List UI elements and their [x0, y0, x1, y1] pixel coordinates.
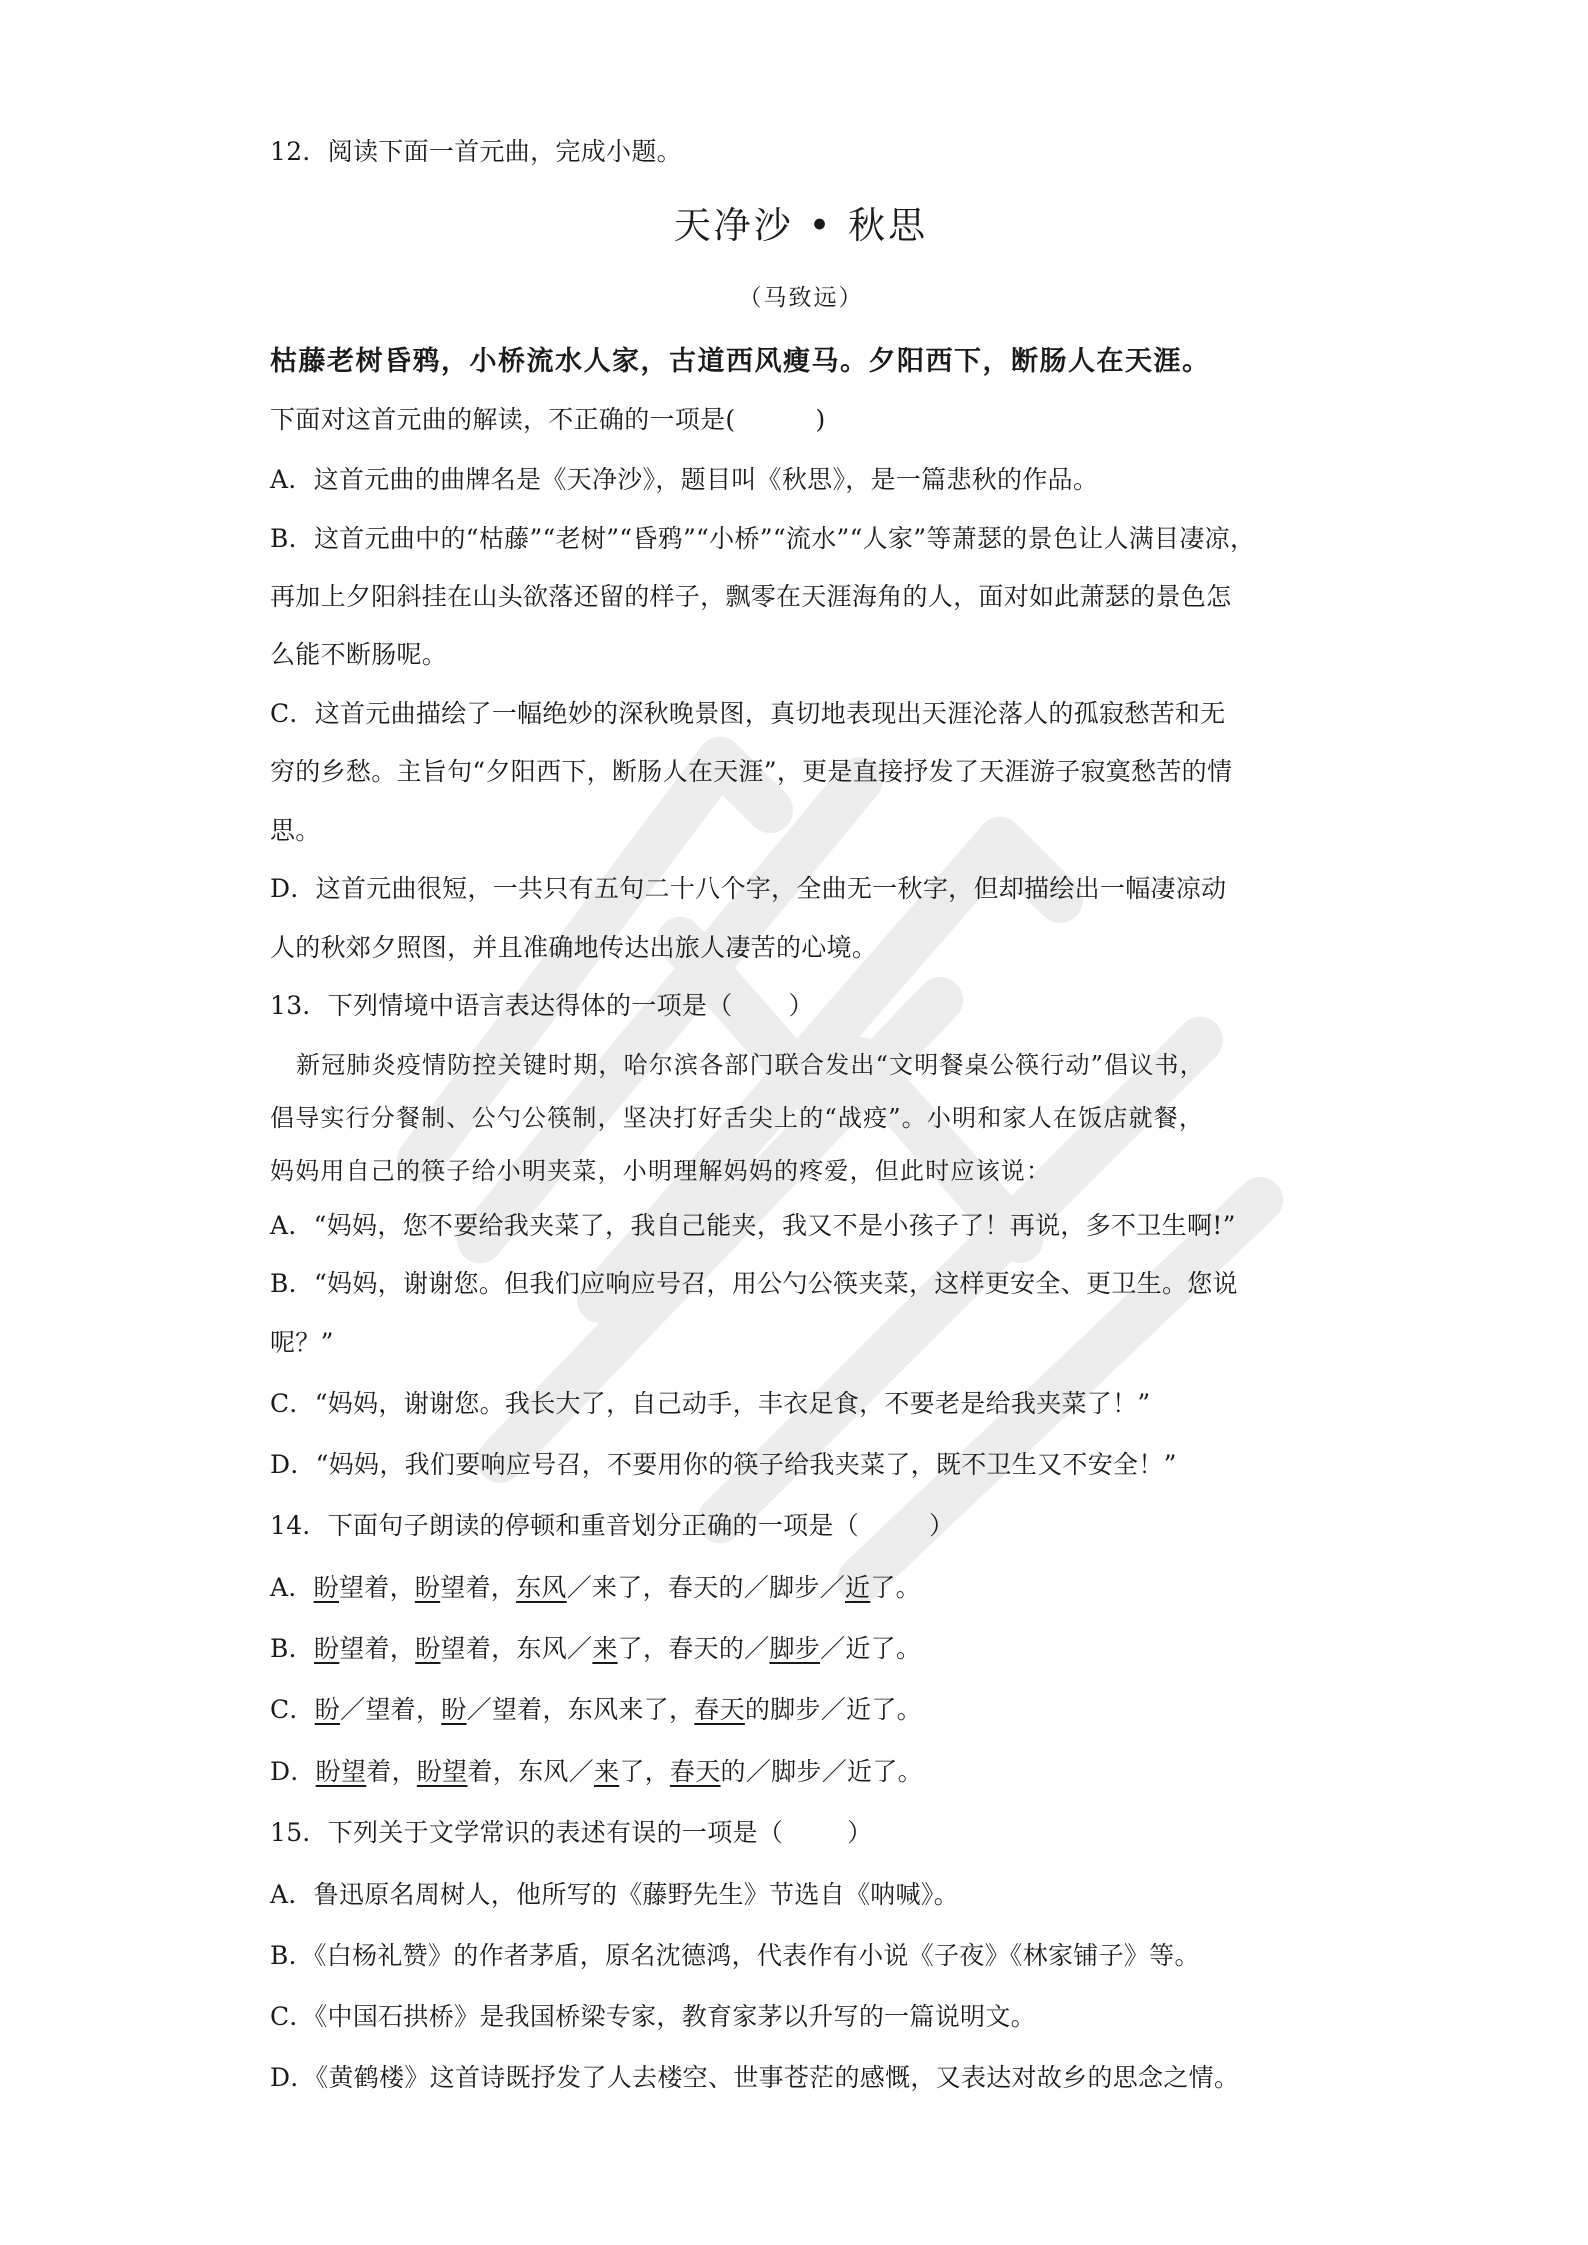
text-segment: D． — [270, 1757, 316, 1786]
stressed-segment: 盼望 — [315, 1757, 367, 1786]
q12-option-a: A．这首元曲的曲牌名是《天净沙》，题目叫《秋思》，是一篇悲秋的作品。 — [270, 465, 1099, 494]
q13-scenario-line3: 妈妈用自己的筷子给小明夹菜，小明理解妈妈的疼爱，但此时应该说： — [270, 1157, 1052, 1185]
text-segment: B． — [270, 1634, 314, 1663]
q15-option-a: A．鲁迅原名周树人，他所写的《藤野先生》节选自《呐喊》。 — [270, 1880, 959, 1909]
stressed-segment: 来 — [594, 1757, 620, 1786]
stressed-segment: 脚步 — [769, 1634, 821, 1663]
text-segment: ／望着，东风来了， — [466, 1695, 695, 1724]
q12-option-c-line3: 思。 — [270, 816, 321, 845]
q12-question: 下面对这首元曲的解读，不正确的一项是( ) — [270, 405, 826, 434]
q12-option-d-line2: 人的秋郊夕照图，并且准确地传达出旅人凄苦的心境。 — [270, 933, 878, 962]
q12-option-b-line3: 么能不断肠呢。 — [270, 640, 448, 669]
text-segment: 了。 — [870, 1573, 921, 1602]
q15-option-b: B．《白杨礼赞》的作者茅盾，原名沈德鸿，代表作有小说《子夜》《林家铺子》等。 — [270, 1941, 1200, 1970]
q12-option-b-line2: 再加上夕阳斜挂在山头欲落还留的样子，飘零在天涯海角的人，面对如此萧瑟的景色怎 — [270, 582, 1232, 611]
q12-option-c-line1: C．这首元曲描绘了一幅绝妙的深秋晚景图，真切地表现出天涯沦落人的孤寂愁苦和无 — [270, 699, 1226, 728]
q13-option-b-line1: B．“妈妈，谢谢您。但我们应响应号召，用公勺公筷夹菜，这样更安全、更卫生。您说 — [270, 1269, 1238, 1298]
stressed-segment: 近 — [845, 1573, 871, 1602]
poem-title: 天净沙 • 秋思 — [673, 204, 929, 247]
stressed-segment: 盼 — [313, 1573, 339, 1602]
text-segment: 着，东风／ — [467, 1757, 594, 1786]
poem-text: 枯藤老树昏鸦，小桥流水人家，古道西风瘦马。夕阳西下，断肠人在天涯。 — [270, 346, 1211, 377]
stressed-segment: 盼 — [414, 1573, 441, 1602]
text-segment: ／望着， — [340, 1695, 442, 1724]
poem-author: （马致远） — [738, 285, 864, 311]
text-segment: 望着， — [440, 1573, 517, 1602]
stressed-segment: 东风 — [516, 1573, 567, 1602]
stressed-segment: 盼 — [314, 1695, 341, 1724]
text-segment: 了，春天的／ — [617, 1634, 770, 1663]
q14-option-b — [270, 1634, 921, 1664]
q13-scenario-line2: 倡导实行分餐制、公勺公筷制，坚决打好舌尖上的“战疫”。小明和家人在饭店就餐， — [270, 1104, 1205, 1132]
stressed-segment: 盼 — [441, 1695, 467, 1724]
q13-option-a: A．“妈妈，您不要给我夹菜了，我自己能夹，我又不是小孩子了！再说，多不卫生啊!” — [270, 1211, 1236, 1240]
q14-option-d — [270, 1757, 923, 1787]
text-segment: 的脚步／近了。 — [744, 1695, 922, 1724]
q15-option-d: D．《黄鹤楼》这首诗既抒发了人去楼空、世事苍茫的感慨，又表达对故乡的思念之情。 — [270, 2063, 1240, 2092]
text-segment: C． — [270, 1695, 315, 1724]
text-segment: 的／脚步／近了。 — [720, 1757, 923, 1786]
stressed-segment: 盼 — [415, 1634, 441, 1663]
q12-option-c-line2: 穷的乡愁。主旨句“夕阳西下，断肠人在天涯”，更是直接抒发了天涯游子寂寞愁苦的情 — [270, 757, 1233, 786]
q15-option-c: C．《中国石拱桥》是我国桥梁专家，教育家茅以升写的一篇说明文。 — [270, 2002, 1036, 2031]
q13-scenario-line1: 新冠肺炎疫情防控关键时期，哈尔滨各部门联合发出“文明餐桌公筷行动”倡议书， — [296, 1051, 1205, 1079]
text-segment: ／近了。 — [820, 1634, 922, 1663]
text-segment: A． — [270, 1573, 314, 1602]
text-segment: 着， — [366, 1757, 417, 1786]
text-segment: 望着， — [338, 1573, 415, 1602]
text-segment: ／来了，春天的／脚步／ — [566, 1573, 846, 1602]
q14-stem: 14．下面句子朗读的停顿和重音划分正确的一项是（ ） — [270, 1511, 955, 1540]
text-segment: 了， — [619, 1757, 670, 1786]
stressed-segment: 盼望 — [416, 1757, 468, 1786]
stressed-segment: 春天 — [694, 1695, 745, 1724]
text-segment: 望着，东风／ — [440, 1634, 593, 1663]
q13-option-d: D．“妈妈，我们要响应号召，不要用你的筷子给我夹菜了，既不卫生又不安全！” — [270, 1450, 1177, 1479]
q15-stem: 15．下列关于文学常识的表述有误的一项是（ ） — [270, 1818, 873, 1847]
q12-option-b-line1: B．这首元曲中的“枯藤”“老树”“昏鸦”“小桥”“流水”“人家”等萧瑟的景色让人满目凄凉， — [270, 524, 1256, 553]
text-segment: 望着， — [339, 1634, 416, 1663]
stressed-segment: 来 — [592, 1634, 618, 1663]
stressed-segment: 盼 — [313, 1634, 340, 1663]
q14-option-c — [270, 1695, 922, 1725]
q12-option-d-line1: D．这首元曲很短，一共只有五句二十八个字，全曲无一秋字，但却描绘出一幅凄凉动 — [270, 874, 1227, 903]
q12-stem: 12．阅读下面一首元曲，完成小题。 — [270, 137, 682, 166]
stressed-segment: 春天 — [669, 1757, 721, 1786]
q13-option-b-line2: 呢？” — [270, 1328, 334, 1357]
q13-option-c: C．“妈妈，谢谢您。我长大了，自己动手，丰衣足食，不要老是给我夹菜了！” — [270, 1389, 1151, 1418]
q13-stem: 13．下列情境中语言表达得体的一项是（ ） — [270, 991, 814, 1020]
q14-option-a — [270, 1573, 921, 1603]
